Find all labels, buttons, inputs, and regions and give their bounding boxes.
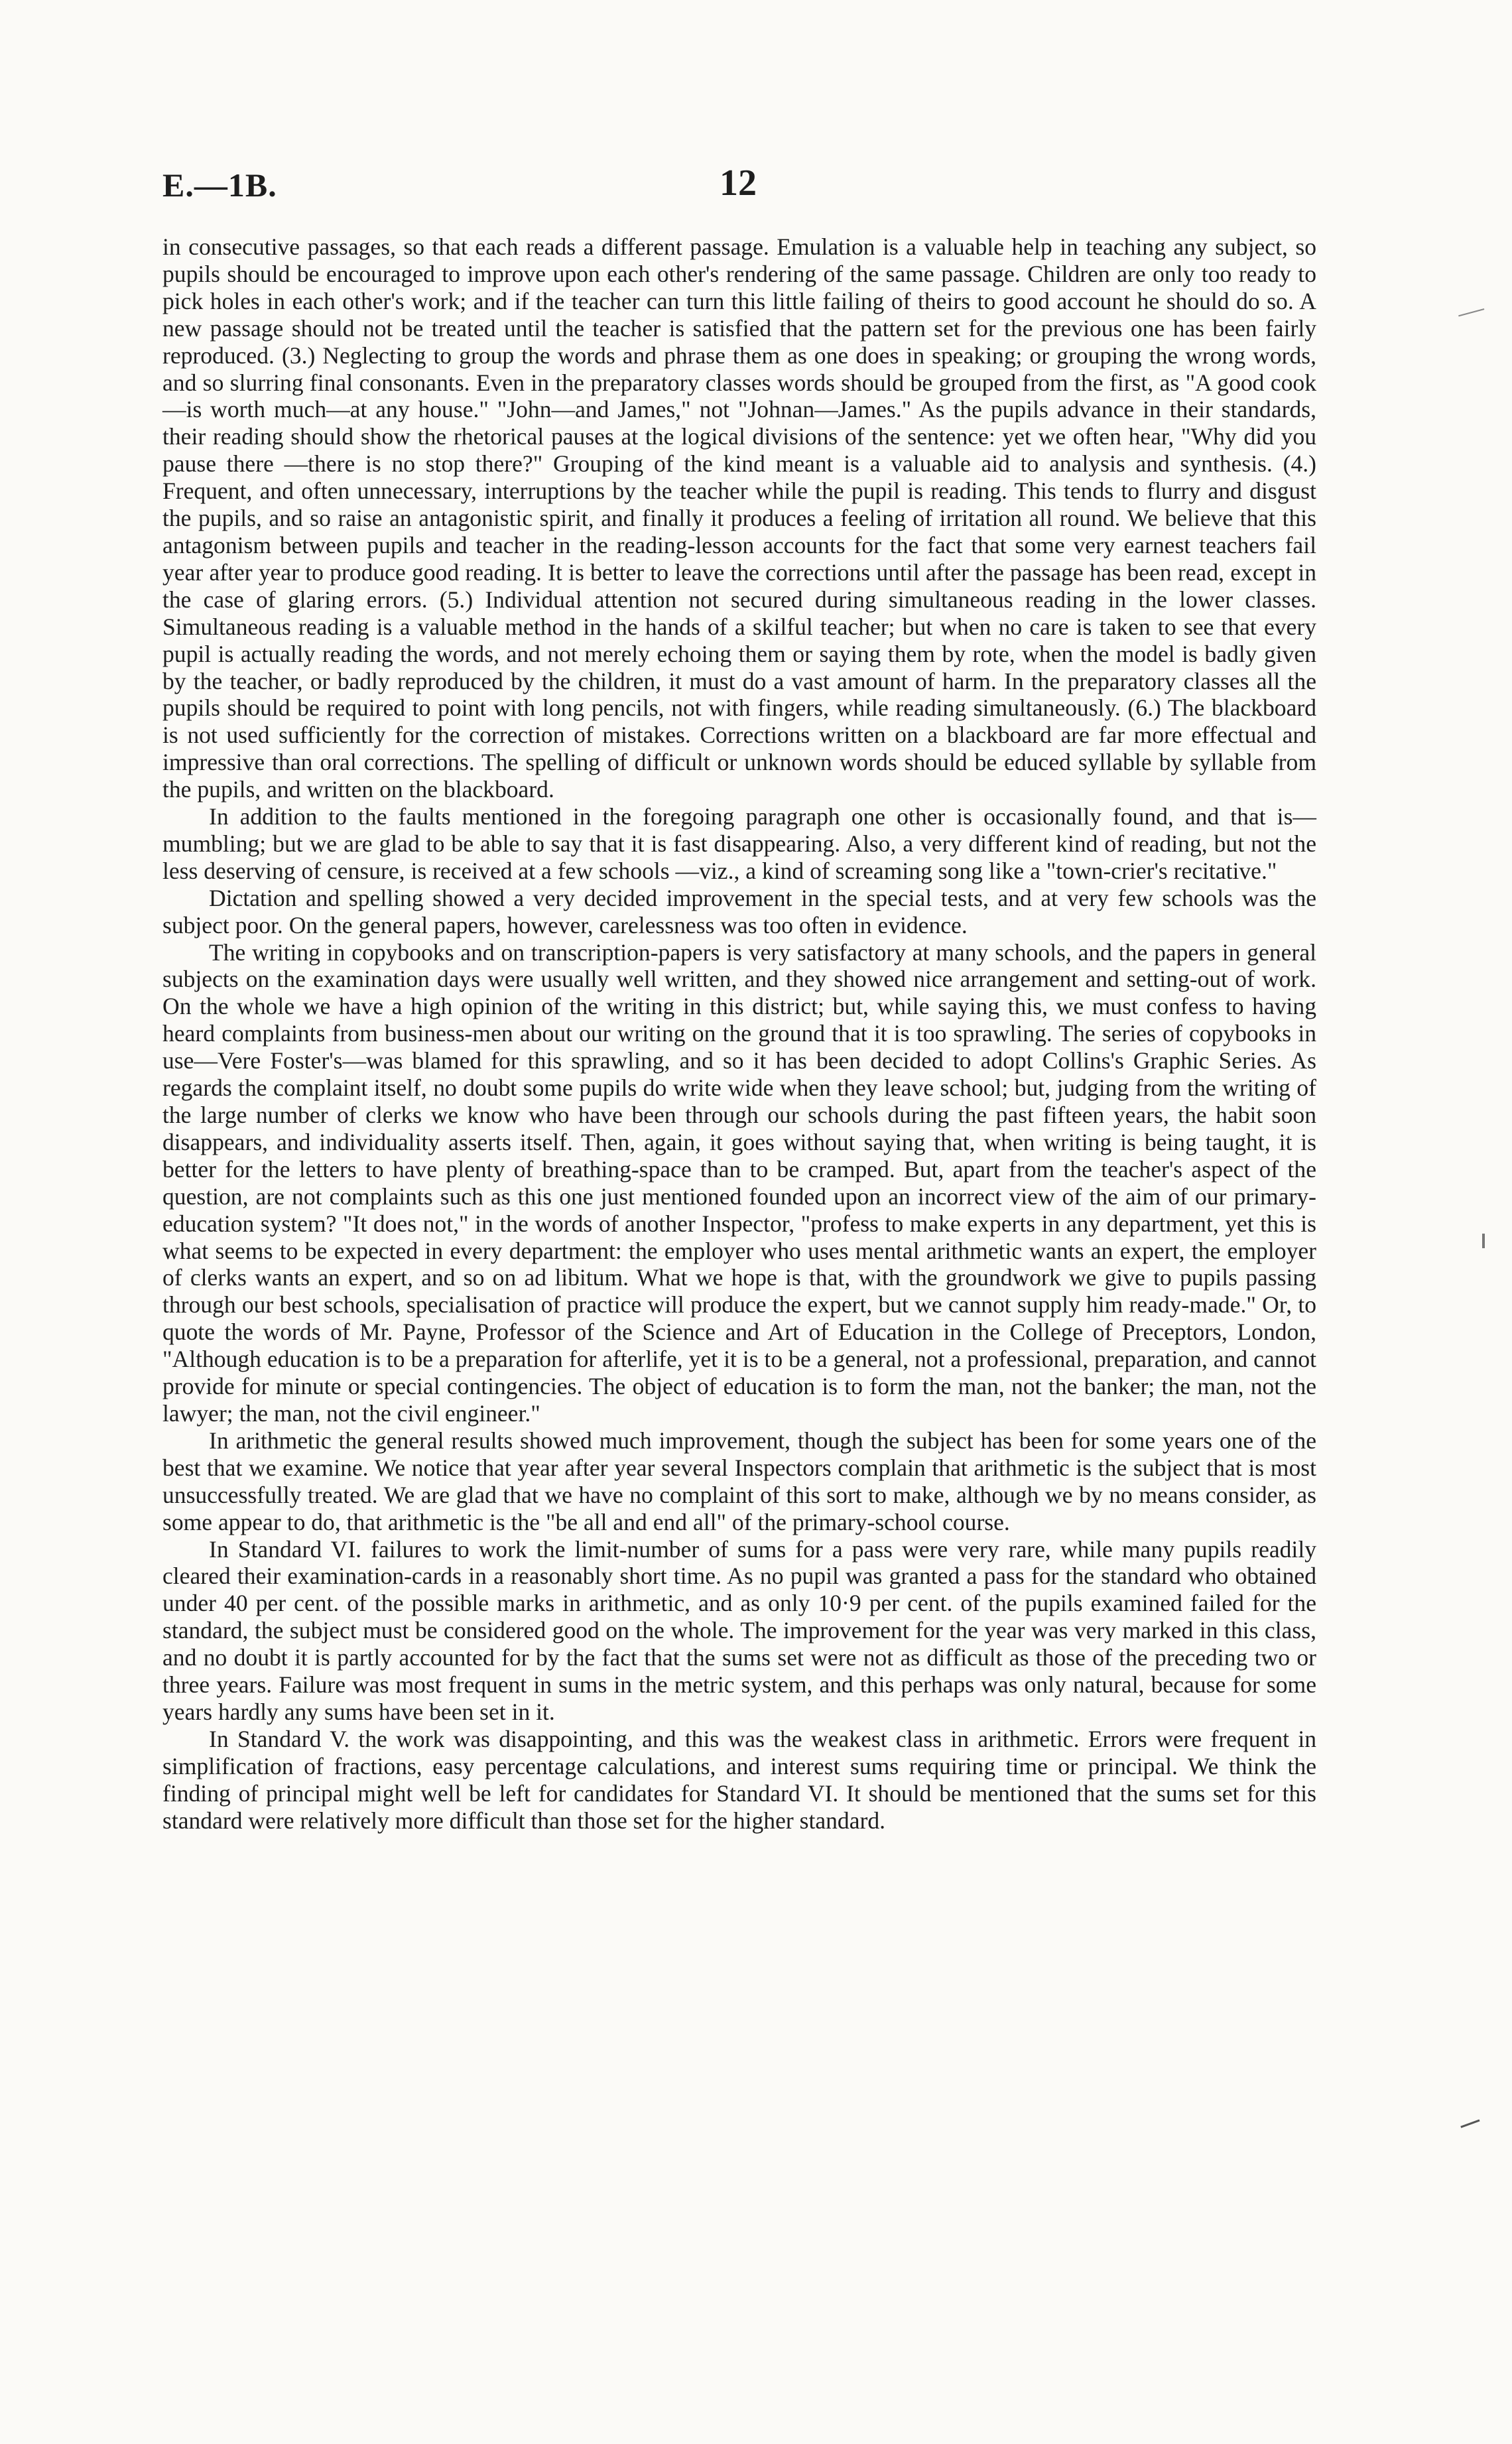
paragraph-mumbling: In addition to the faults mentioned in the foregoing paragraph one other is occasionally found, and that is—mumbling; but we are glad to be able to say that it is fast disappearing. Also, a very different kind of reading, but not the less deserving of censure, is received at a few schools —viz., a kind of screaming song like a "town-crier's recitative."	[162, 803, 1316, 884]
paragraph-dictation: Dictation and spelling showed a very decided improvement in the special tests, and at very few schools was the subject poor. On the general papers, however, carelessness was too often in evidence.	[162, 884, 1316, 938]
document-reference: E.—1B.	[162, 166, 277, 204]
margin-scan-mark-top	[1458, 308, 1486, 323]
paragraph-standard-five: In Standard V. the work was disappointing, and this was the weakest class in arithmetic. Errors were frequent in simplification of fractions, easy percentage calculations, and interest sums requiring time or principal. We think the finding of principal might well be left for candidates for Standard VI. It should be mentioned that the sums set for this standard were relatively more difficult than those set for the higher standard.	[162, 1725, 1316, 1834]
paragraph-reading-faults: in consecutive passages, so that each reads a different passage. Emulation is a valuable help in teaching any subject, so pupils should be encouraged to improve upon each other's rendering of the same passage. Children are only too ready to pick holes in each other's work; and if the teacher can turn this little failing of theirs to good account he should do so. A new passage should not be treated until the teacher is satisfied that the pattern set for the previous one has been fairly reproduced. (3.) Neglecting to group the words and phrase them as one does in speaking; or grouping the wrong words, and so slurring final consonants. Even in the preparatory classes words should be grouped from the first, as "A good cook—is worth much—at any house." "John—and James," not "Johnan—James." As the pupils advance in their standards, their reading should show the rhetorical pauses at the logical divisions of the sentence: yet we often hear, "Why did you pause there —there is no stop there?" Grouping of the kind meant is a valuable aid to analysis and synthesis. (4.) Frequent, and often unnecessary, interruptions by the teacher while the pupil is reading. This tends to flurry and disgust the pupils, and so raise an antagonistic spirit, and finally it produces a feeling of irritation all round. We believe that this antagonism between pupils and teacher in the reading-lesson accounts for the fact that some very earnest teachers fail year after year to produce good reading. It is better to leave the corrections until after the passage has been read, except in the case of glaring errors. (5.) Individual attention not secured during simultaneous reading in the lower classes. Simultaneous reading is a valuable method in the hands of a skilful teacher; but when no care is taken to see that every pupil is actually reading the words, and not merely echoing them or saying them by rote, when the model is badly given by the teacher, or badly reproduced by the children, it must do a vast amount of harm. In the preparatory classes all the pupils should be required to point with long pencils, not with fingers, while reading simultaneously. (6.) The blackboard is not used sufficiently for the correction of mistakes. Corrections written on a blackboard are far more effectual and impressive than oral corrections. The spelling of difficult or unknown words should be educed syllable by syllable from the pupils, and written on the blackboard.	[162, 233, 1316, 803]
paragraph-standard-six: In Standard VI. failures to work the limit-number of sums for a pass were very rare, while many pupils readily cleared their examination-cards in a reasonably short time. As no pupil was granted a pass for the standard who obtained under 40 per cent. of the possible marks in arithmetic, and as only 10·9 per cent. of the pupils examined failed for the standard, the subject must be considered good on the whole. The improvement for the year was very marked in this class, and no doubt it is partly accounted for by the fact that the sums set were not as difficult as those of the preceding two or three years. Failure was most frequent in sums in the metric system, and this perhaps was only natural, because for some years hardly any sums have been set in it.	[162, 1535, 1316, 1725]
body-text	[162, 233, 1316, 1834]
paragraph-arithmetic: In arithmetic the general results showed much improvement, though the subject has been for some years one of the best that we examine. We notice that year after year several Inspectors complain that arithmetic is the subject that is most unsuccessfully treated. We are glad that we have no complaint of this sort to make, although we by no means consider, as some appear to do, that arithmetic is the "be all and end all" of the primary-school course.	[162, 1427, 1316, 1535]
page-header	[162, 162, 1316, 212]
page-number: 12	[720, 162, 757, 204]
paragraph-writing: The writing in copybooks and on transcription-papers is very satisfactory at many schools, and the papers in general subjects on the examination days were usually well written, and they showed nice arrangement and setting-out of work. On the whole we have a high opinion of the writing in this district; but, while saying this, we must confess to having heard complaints from business-men about our writing on the ground that it is too sprawling. The series of copybooks in use—Vere Foster's—was blamed for this sprawling, and so it has been decided to adopt Collins's Graphic Series. As regards the complaint itself, no doubt some pupils do write wide when they leave school; but, judging from the writing of the large number of clerks we know who have been through our schools during the past fifteen years, the habit soon disappears, and individuality asserts itself. Then, again, it goes without saying that, when writing is being taught, it is better for the letters to have plenty of breathing-space than to be cramped. But, apart from the teacher's aspect of the question, are not complaints such as this one just mentioned founded upon an incorrect view of the aim of our primary-education system? "It does not," in the words of another Inspector, "profess to make experts in any department, yet this is what seems to be expected in every department: the employer who uses mental arithmetic wants an expert, the employer of clerks wants an expert, and so on ad libitum. What we hope is that, with the groundwork we give to pupils passing through our best schools, specialisation of practice will produce the expert, but we cannot supply him ready-made." Or, to quote the words of Mr. Payne, Professor of the Science and Art of Education in the College of Preceptors, London, "Although education is to be a preparation for afterlife, yet it is to be a general, not a professional, preparation, and cannot provide for minute or special contingencies. The object of education is to form the man, not the banker; the man, not the lawyer; the man, not the civil engineer."	[162, 938, 1316, 1427]
margin-scan-mark-bottom	[1460, 2120, 1483, 2140]
margin-scan-mark-middle	[1482, 1234, 1485, 1248]
